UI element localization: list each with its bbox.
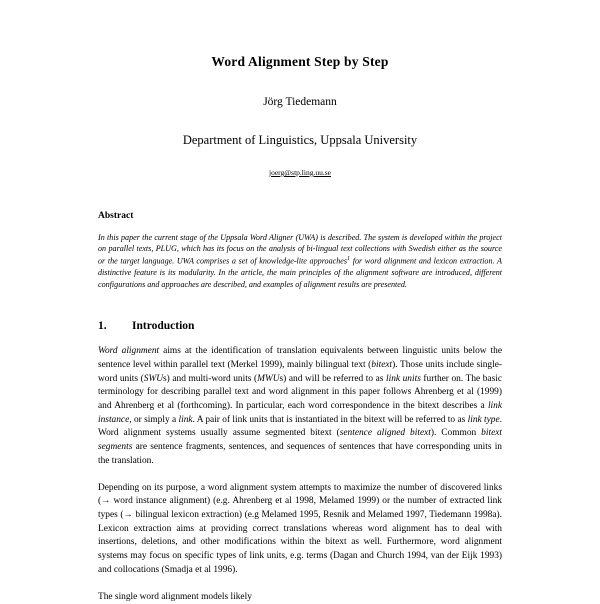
text-run: Depending on its purpose, a word alignment system attempts to maximize the number of discovered links ( [98, 482, 502, 507]
author-email[interactable]: joerg@stp.ling.uu.se [269, 168, 331, 177]
text-run: The single word alignment models likely [98, 591, 252, 602]
text-run: bilingual lexicon extraction) (e.g Melamed 1995, Resnik and Melamed 1997, Tiedemann 1998a). Lexicon extraction aims at providing correct translations whereas word alignment has to deal with insertions, deletions, and other modifications within the bitext as well. Furthermore, word alignment systems may focus on specific types of link units, e.g. terms (Dagan and Church 1994, van der Eijk 1993) and collocations (Smadja et al 1996). [98, 510, 502, 575]
affiliation: Department of Linguistics, Uppsala University [182, 133, 418, 147]
section-title: Introduction [132, 320, 195, 333]
abstract-heading: Abstract [98, 211, 134, 221]
section-heading-introduction [98, 320, 502, 332]
text-run: word instance alignment) (e.g. Ahrenberg et al 1998, Melamed 1999) or the number of extracted link types ( [98, 496, 502, 521]
text-run: aims at the identification of translation equivalents between linguistic units below the sentence level within parallel text (Merkel 1999), mainly bilingual text ( [98, 346, 502, 370]
author-name: Jörg Tiedemann [263, 96, 337, 108]
text-run: bitext [371, 359, 393, 370]
text-run: → [123, 510, 133, 521]
abstract-footnote-marker: 1 [347, 255, 351, 262]
text-run: . A pair of link units that is instantiated in the bitext will be referred to as [192, 414, 468, 425]
text-run: SWU [143, 373, 164, 384]
text-run: further on. The basic terminology for describing parallel text and word alignment in this paper follows Ahrenberg et al (1999) and Ahrenberg et al (forthcoming). In particular, each word correspondence in the bitext describes a [98, 373, 502, 411]
paragraph [98, 345, 502, 468]
text-run: s) and multi-word units ( [163, 373, 258, 384]
section-body [98, 345, 502, 604]
text-run: , or simply a [129, 414, 179, 425]
section-number: 1. [98, 320, 107, 333]
text-run: link units [385, 373, 421, 384]
text-run: are sentence fragments, sentences, and sequences of sentences that have corresponding units in the translation. [98, 442, 502, 466]
text-run: link [178, 414, 193, 425]
text-run: ). Common [430, 428, 482, 439]
text-run: MWU [257, 373, 280, 384]
paragraph [98, 482, 502, 578]
abstract-text-part2: for word alignment and lexicon extraction. A distinctive feature is its modularity. In the article, the main principles of the alignment software are introduced, different configurations and approaches are described, and examples of alignment results are presented. [98, 256, 503, 289]
text-run: Word alignment [98, 346, 160, 357]
text-run: ). Those units include single-word units ( [98, 359, 502, 384]
paragraph [98, 591, 502, 604]
abstract-body [98, 232, 502, 290]
text-run: link type [467, 414, 500, 425]
text-run: . Word alignment systems usually assume segmented bitext ( [98, 414, 502, 439]
text-run: → [101, 496, 111, 507]
text-run: sentence aligned bitext [339, 428, 431, 439]
text-run: s) and will be referred to as [279, 373, 386, 384]
page-title: Word Alignment Step by Step [211, 54, 389, 69]
text-run: bitext segments [98, 428, 502, 453]
abstract-text-part1: In this paper the current stage of the Uppsala Word Aligner (UWA) is described. The system is developed within the project on parallel texts, PLUG, which has its focus on the analysis of bi-lingual text collections with Swedish either as the source or the target language. UWA comprises a set of knowledge-lite approaches [98, 233, 502, 266]
text-run: link instance [98, 400, 502, 425]
